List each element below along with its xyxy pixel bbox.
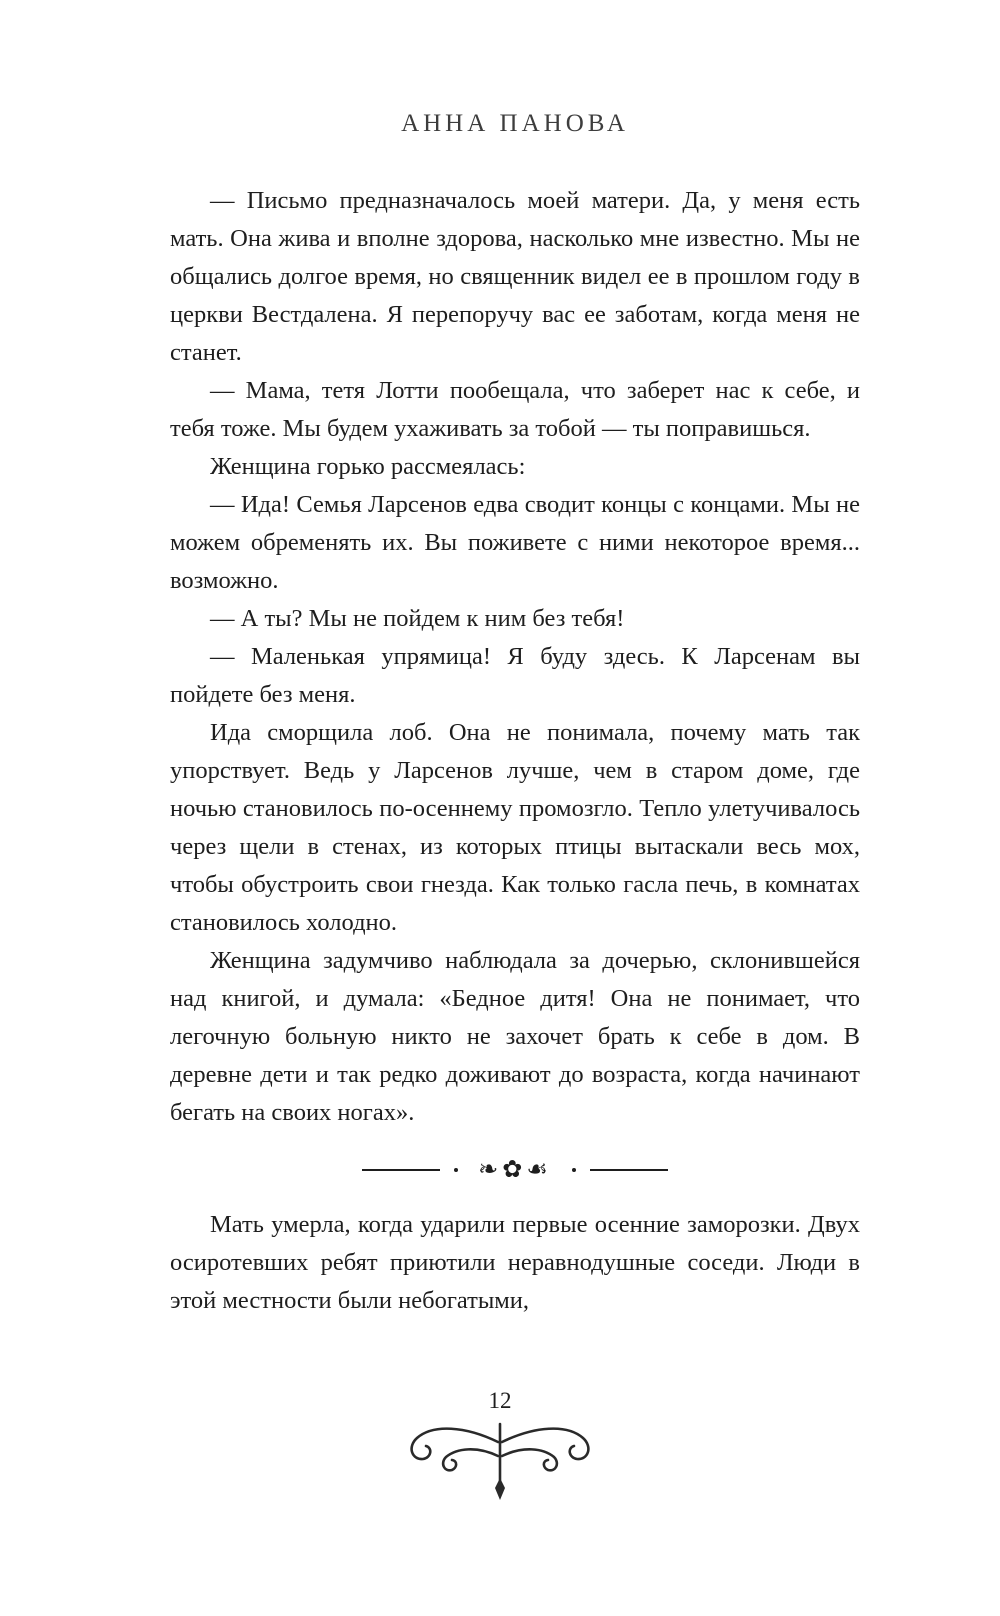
flourish-ornament-icon — [385, 1416, 615, 1508]
paragraph: — Ида! Семья Ларсенов едва сводит концы с концами. Мы не можем обременять их. Вы поживете с ними некоторое время... возможно. — [170, 491, 860, 594]
paragraph: Женщина горько рассмеялась: — [210, 453, 526, 480]
floral-ornament-icon: ❧✿☙ — [478, 1157, 552, 1183]
paragraph: Женщина задумчиво наблюдала за дочерью, склонившейся над книгой, и думала: «Бедное дитя! Она не понимает, что легочную больную никто не захочет брать к себе в дом. В деревне дети и так редко доживают до возраста, когда начинают бегать на своих ногах». — [170, 947, 860, 1126]
separator-line-right — [590, 1169, 668, 1171]
paragraph: Ида сморщила лоб. Она не понимала, почему мать так упорствует. Ведь у Ларсенов лучше, чем в старом доме, где ночью становилось по-осеннему промозгло. Тепло улетучивалось через щели в стенах, из которых птицы вытаскали весь мох, чтобы обустроить свои гнезда. Как только гасла печь, в комнатах становилось холодно. — [170, 719, 860, 936]
paragraph: — А ты? Мы не пойдем к ним без тебя! — [210, 605, 625, 632]
paragraph: — Маленькая упрямица! Я буду здесь. К Ларсенам вы пойдете без меня. — [170, 643, 860, 708]
paragraph: Мать умерла, когда ударили первые осенние заморозки. Двух осиротевших ребят приютили неравнодушные соседи. Люди в этой местности были небогатыми, — [170, 1211, 860, 1314]
paragraph: — Письмо предназначалось моей матери. Да, у меня есть мать. Она жива и вполне здорова, насколько мне известно. Мы не общались долгое время, но священник видел ее в прошлом году в церкви Вестдалена. Я перепоручу вас ее заботам, когда меня не станет. — [170, 187, 860, 366]
separator-line-left — [362, 1169, 440, 1171]
paragraph: — Мама, тетя Лотти пообещала, что заберет нас к себе, и тебя тоже. Мы будем ухаживать за тобой — ты поправишься. — [170, 377, 860, 442]
separator-dot-right — [572, 1168, 576, 1172]
separator-dot-left — [454, 1168, 458, 1172]
text-column — [170, 110, 860, 1320]
body-text — [170, 182, 860, 1132]
page-footer — [0, 1388, 1000, 1508]
body-text-after-separator — [170, 1206, 860, 1320]
section-separator — [170, 1158, 860, 1182]
running-head-author: АННА ПАНОВА — [401, 110, 629, 137]
page-number: 12 — [488, 1388, 512, 1413]
